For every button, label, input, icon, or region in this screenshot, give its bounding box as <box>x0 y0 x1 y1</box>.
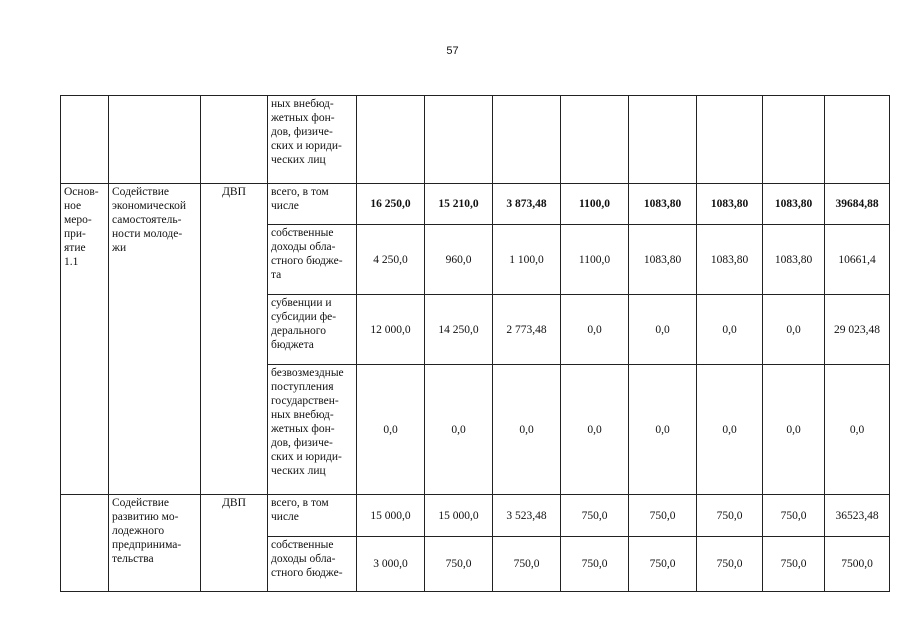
text-line: Содействие <box>112 497 170 509</box>
page-number: 57 <box>446 45 459 57</box>
value-cell: 750,0 <box>561 537 629 592</box>
table-row <box>61 96 890 184</box>
text-line: стного бюдже- <box>271 255 343 267</box>
value-cell: 2 773,48 <box>493 295 561 365</box>
value-cell <box>357 96 425 184</box>
value-cell <box>493 96 561 184</box>
funding-source-text <box>271 226 353 282</box>
value-cell: 0,0 <box>629 295 697 365</box>
value-cell: 0,0 <box>697 365 763 495</box>
executor-cell: ДВП <box>201 184 268 495</box>
value-cell: 3 000,0 <box>357 537 425 592</box>
text-line: ности молоде- <box>112 228 183 240</box>
value-cell <box>697 96 763 184</box>
text-line: субвенции и <box>271 297 332 309</box>
value-cell: 1083,80 <box>629 225 697 295</box>
funding-source-cell <box>268 495 357 537</box>
text-line: стного бюдже- <box>271 567 343 579</box>
value-cell: 0,0 <box>629 365 697 495</box>
text-line: безвозмездные <box>271 367 344 379</box>
text-line: дов, физиче- <box>271 437 333 449</box>
text-line: предпринима- <box>112 539 182 551</box>
value-cell: 1083,80 <box>763 184 825 225</box>
text-line: жи <box>112 242 127 254</box>
text-line: Содействие <box>112 186 170 198</box>
text-line: числе <box>271 511 299 523</box>
value-cell: 750,0 <box>763 495 825 537</box>
value-cell: 750,0 <box>697 537 763 592</box>
activity-label <box>64 185 105 269</box>
table-row <box>61 495 890 537</box>
text-line: развитию мо- <box>112 511 179 523</box>
text-line: экономической <box>112 200 186 212</box>
value-cell: 36523,48 <box>825 495 890 537</box>
value-cell: 750,0 <box>763 537 825 592</box>
text-line: поступления <box>271 381 334 393</box>
funding-source-text <box>271 185 353 213</box>
value-cell: 0,0 <box>425 365 493 495</box>
text-line: ских и юриди- <box>271 451 342 463</box>
value-cell: 39684,88 <box>825 184 890 225</box>
value-cell <box>629 96 697 184</box>
text-line: та <box>271 269 282 281</box>
value-cell: 750,0 <box>425 537 493 592</box>
name-cell <box>109 495 201 592</box>
value-cell: 0,0 <box>763 365 825 495</box>
activity-name <box>112 496 197 566</box>
value-cell: 1083,80 <box>697 184 763 225</box>
funding-source-cell <box>268 365 357 495</box>
value-cell: 12 000,0 <box>357 295 425 365</box>
value-cell: 750,0 <box>629 537 697 592</box>
funding-source-text <box>271 496 353 524</box>
value-cell: 0,0 <box>561 295 629 365</box>
text-line: ятие <box>64 242 86 254</box>
value-cell: 16 250,0 <box>357 184 425 225</box>
value-cell <box>763 96 825 184</box>
value-cell <box>561 96 629 184</box>
text-line: ческих лиц <box>271 465 326 477</box>
text-line: ческих лиц <box>271 154 326 166</box>
text-line: Основ- <box>64 186 99 198</box>
text-line: доходы обла- <box>271 241 336 253</box>
budget-table <box>60 95 890 592</box>
text-line: числе <box>271 200 299 212</box>
text-line: ских и юриди- <box>271 140 342 152</box>
value-cell: 0,0 <box>825 365 890 495</box>
executor-cell: ДВП <box>201 495 268 592</box>
value-cell: 7500,0 <box>825 537 890 592</box>
activity-name <box>112 185 197 255</box>
value-cell: 3 523,48 <box>493 495 561 537</box>
value-cell: 15 000,0 <box>425 495 493 537</box>
text-line: субсидии фе- <box>271 311 337 323</box>
value-cell: 1083,80 <box>697 225 763 295</box>
text-line: лодежного <box>112 525 165 537</box>
value-cell <box>425 96 493 184</box>
value-cell: 750,0 <box>493 537 561 592</box>
funding-source-text <box>271 97 353 167</box>
activity-cell <box>61 495 109 592</box>
value-cell: 3 873,48 <box>493 184 561 225</box>
funding-source-cell <box>268 184 357 225</box>
funding-source-cell <box>268 537 357 592</box>
value-cell: 1083,80 <box>629 184 697 225</box>
funding-source-text <box>271 366 353 478</box>
text-line: бюджета <box>271 339 314 351</box>
funding-source-text <box>271 296 353 352</box>
value-cell: 0,0 <box>763 295 825 365</box>
value-cell: 29 023,48 <box>825 295 890 365</box>
name-cell <box>109 184 201 495</box>
value-cell: 1100,0 <box>561 184 629 225</box>
value-cell: 15 210,0 <box>425 184 493 225</box>
text-line: всего, в том <box>271 497 329 509</box>
text-line: ное <box>64 200 82 212</box>
text-line: собственные <box>271 227 334 239</box>
value-cell: 750,0 <box>697 495 763 537</box>
executor-cell <box>201 96 268 184</box>
value-cell: 10661,4 <box>825 225 890 295</box>
text-line: государствен- <box>271 395 339 407</box>
text-line: доходы обла- <box>271 553 336 565</box>
funding-source-cell <box>268 96 357 184</box>
text-line: ных внебюд- <box>271 98 334 110</box>
value-cell: 1 100,0 <box>493 225 561 295</box>
value-cell: 960,0 <box>425 225 493 295</box>
text-line: жетных фон- <box>271 423 335 435</box>
funding-source-cell <box>268 225 357 295</box>
text-line: при- <box>64 228 86 240</box>
value-cell: 15 000,0 <box>357 495 425 537</box>
text-line: всего, в том <box>271 186 329 198</box>
value-cell: 0,0 <box>357 365 425 495</box>
text-line: дов, физиче- <box>271 126 333 138</box>
text-line: 1.1 <box>64 256 79 268</box>
value-cell: 0,0 <box>493 365 561 495</box>
text-line: собственные <box>271 539 334 551</box>
value-cell: 4 250,0 <box>357 225 425 295</box>
text-line: меро- <box>64 214 92 226</box>
value-cell <box>825 96 890 184</box>
table-row <box>61 184 890 225</box>
name-cell <box>109 96 201 184</box>
activity-cell <box>61 96 109 184</box>
value-cell: 0,0 <box>697 295 763 365</box>
funding-source-text <box>271 538 353 580</box>
text-line: самостоятель- <box>112 214 182 226</box>
text-line: ных внебюд- <box>271 409 334 421</box>
value-cell: 1100,0 <box>561 225 629 295</box>
text-line: дерального <box>271 325 326 337</box>
value-cell: 750,0 <box>629 495 697 537</box>
text-line: жетных фон- <box>271 112 335 124</box>
value-cell: 1083,80 <box>763 225 825 295</box>
activity-cell <box>61 184 109 495</box>
funding-source-cell <box>268 295 357 365</box>
value-cell: 0,0 <box>561 365 629 495</box>
value-cell: 14 250,0 <box>425 295 493 365</box>
text-line: тельства <box>112 553 154 565</box>
value-cell: 750,0 <box>561 495 629 537</box>
